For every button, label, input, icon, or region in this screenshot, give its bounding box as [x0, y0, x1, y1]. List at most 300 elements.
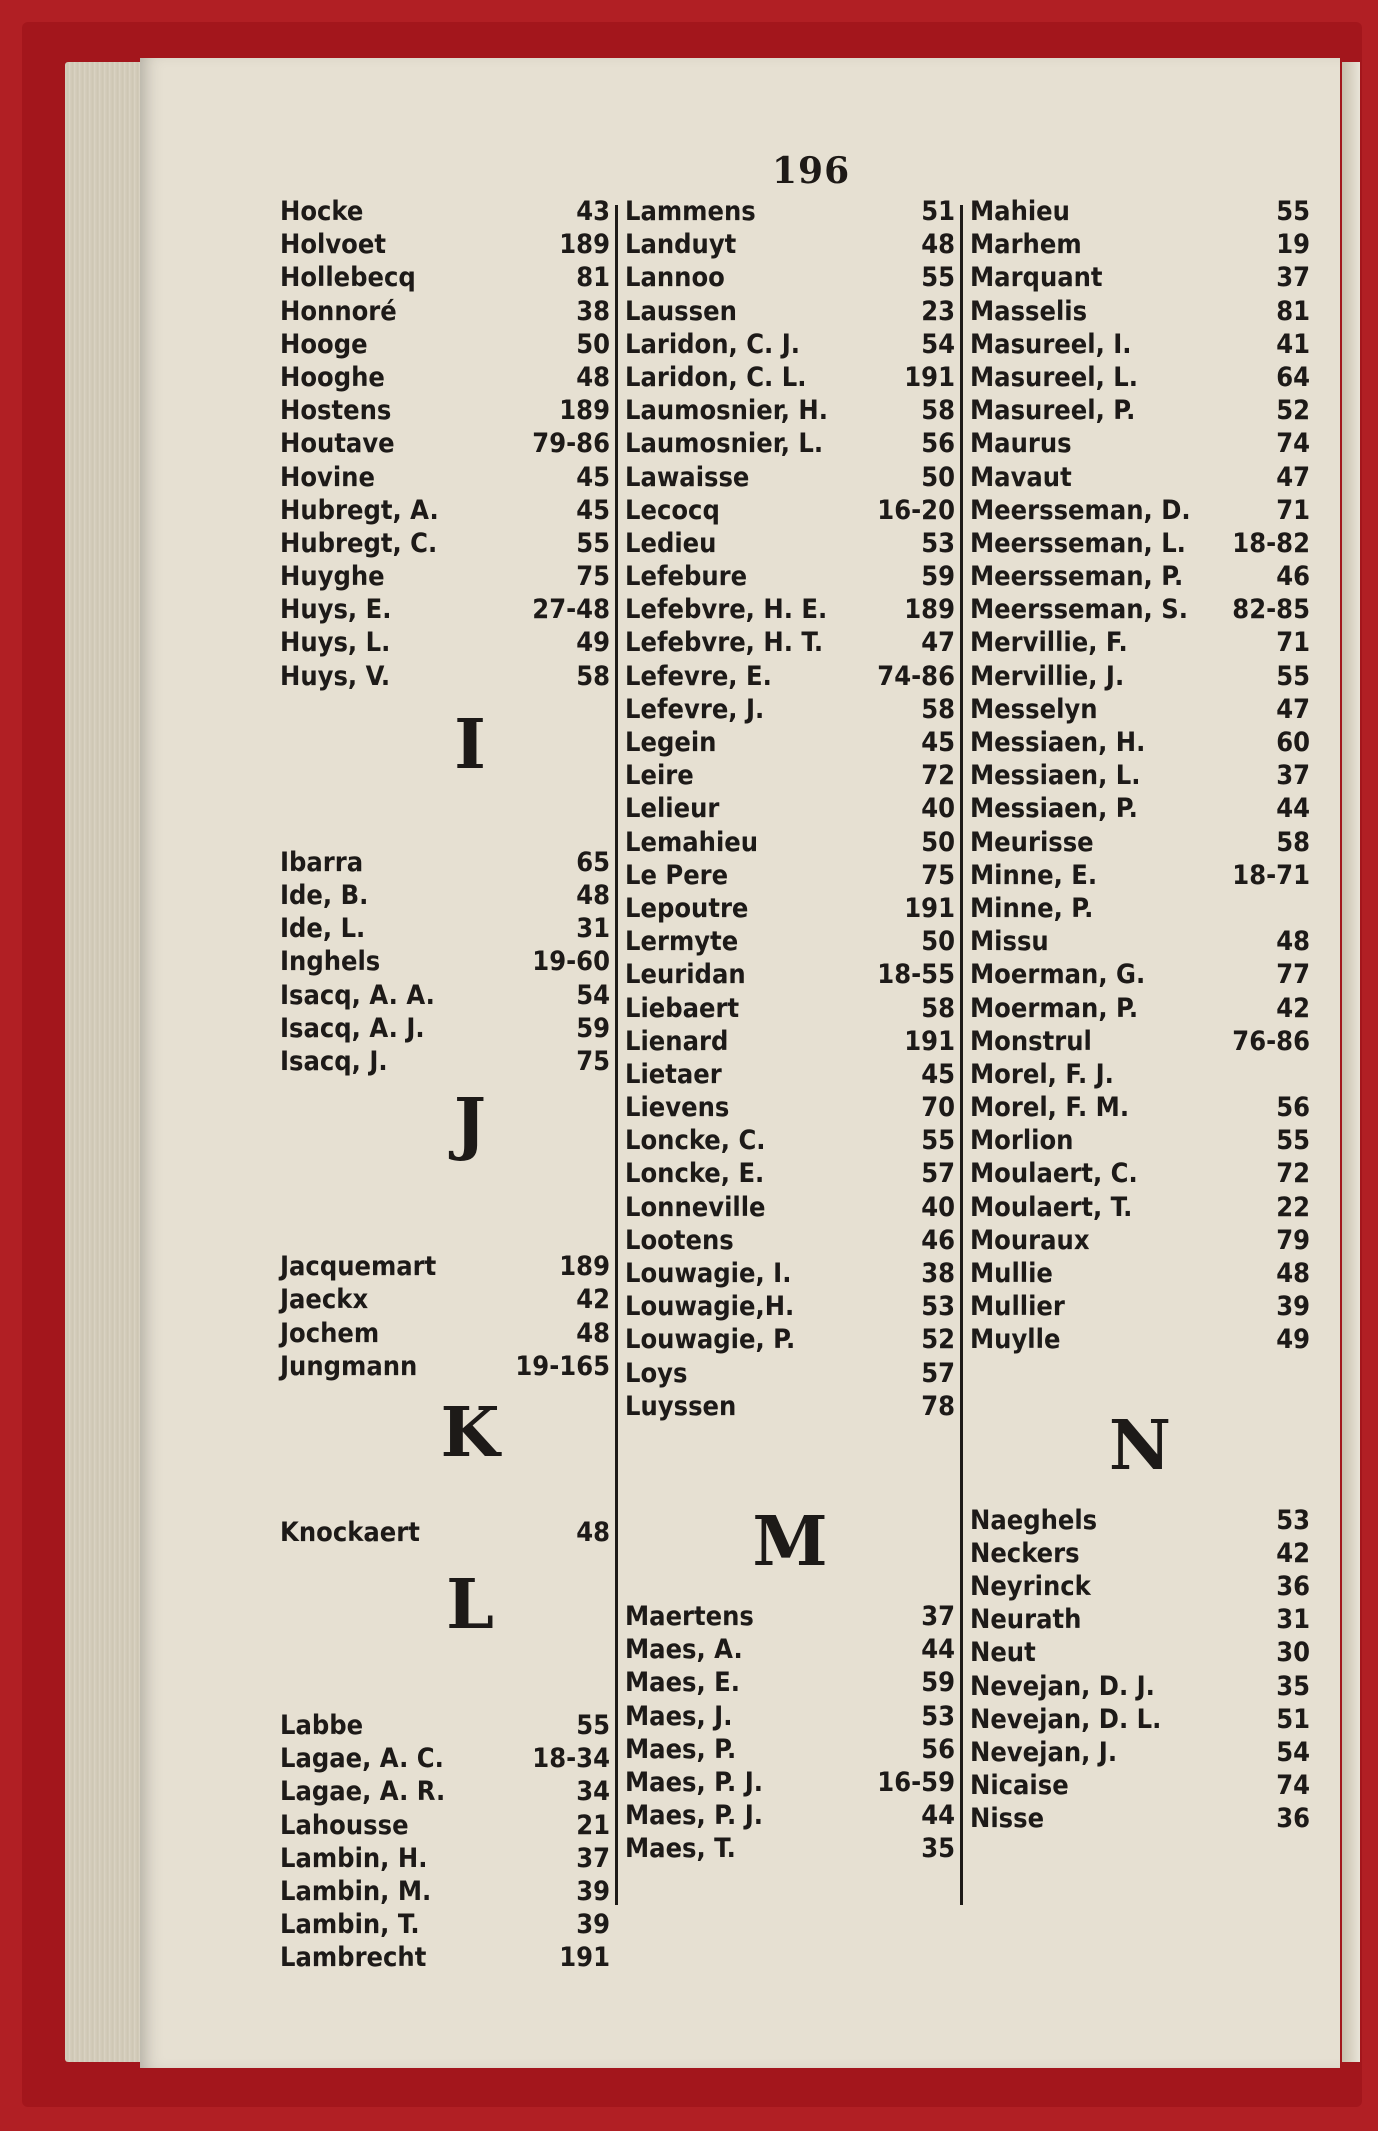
index-entry — [280, 494, 610, 527]
column-divider — [615, 205, 618, 1905]
entry-pages: 57 — [921, 1158, 955, 1190]
index-entry — [970, 1290, 1310, 1323]
entry-name: Meersseman, P. — [970, 561, 1184, 593]
index-entry — [625, 1390, 955, 1423]
section-letter: M — [752, 1501, 828, 1582]
entry-pages: 59 — [921, 561, 955, 593]
entry-name: Lammens — [625, 196, 756, 227]
entry-pages: 59 — [921, 1667, 955, 1699]
entry-name: Messiaen, L. — [970, 760, 1141, 792]
index-entry — [625, 792, 955, 825]
entry-pages: 55 — [921, 1125, 955, 1157]
entry-name: Neurath — [970, 1604, 1082, 1636]
entry-name: Moulaert, C. — [970, 1158, 1138, 1190]
index-entry — [970, 394, 1310, 427]
entry-pages: 45 — [576, 461, 610, 493]
entry-pages: 46 — [921, 1224, 955, 1256]
entry-pages: 55 — [576, 527, 610, 559]
entry-pages: 54 — [921, 328, 955, 360]
entry-name: Meurisse — [970, 826, 1094, 858]
index-entry — [970, 1570, 1310, 1603]
entry-pages: 16-59 — [877, 1766, 955, 1798]
index-entry — [970, 1537, 1310, 1570]
entry-pages: 48 — [576, 1317, 610, 1349]
index-entry — [280, 1941, 610, 1974]
entry-name: Morel, F. M. — [970, 1092, 1130, 1124]
index-entry — [625, 560, 955, 593]
entry-name: Neckers — [970, 1537, 1080, 1569]
index-entry — [970, 461, 1310, 494]
index-column-2 — [625, 195, 955, 1865]
entry-pages: 27-48 — [532, 594, 610, 626]
entry-pages: 71 — [1276, 494, 1310, 526]
index-entry — [970, 1058, 1310, 1091]
section-letter: N — [1108, 1405, 1172, 1486]
index-entry — [625, 1224, 955, 1257]
entry-pages: 49 — [1276, 1324, 1310, 1356]
index-entry — [625, 726, 955, 759]
index-entry — [280, 228, 610, 261]
entry-name: Maes, P. — [625, 1733, 737, 1765]
entry-name: Labbe — [280, 1710, 364, 1742]
index-entry — [625, 859, 955, 892]
entry-pages: 43 — [576, 196, 610, 227]
index-entry — [280, 261, 610, 294]
entry-pages: 74 — [1276, 1770, 1310, 1802]
entry-pages: 19 — [1276, 229, 1310, 261]
entry-name: Messiaen, P. — [970, 793, 1138, 825]
entry-pages: 34 — [576, 1776, 610, 1808]
entry-name: Inghels — [280, 946, 381, 978]
entry-pages: 189 — [559, 1251, 610, 1283]
entry-pages: 189 — [559, 229, 610, 261]
entry-pages: 51 — [921, 196, 955, 227]
entry-name: Morel, F. J. — [970, 1058, 1114, 1090]
entry-name: Isacq, A. J. — [280, 1012, 425, 1044]
entry-name: Meersseman, S. — [970, 594, 1188, 626]
entry-pages: 55 — [1276, 1125, 1310, 1157]
index-entry — [280, 979, 610, 1012]
entry-name: Ledieu — [625, 527, 717, 559]
entry-name: Holvoet — [280, 229, 386, 261]
entry-pages: 71 — [1276, 627, 1310, 659]
entry-pages: 56 — [921, 1733, 955, 1765]
entry-name: Lagae, A. C. — [280, 1743, 444, 1775]
entry-pages: 48 — [1276, 1258, 1310, 1289]
index-entry — [970, 527, 1310, 560]
entry-pages: 39 — [1276, 1291, 1310, 1323]
index-entry — [970, 1191, 1310, 1224]
entry-name: Luyssen — [625, 1390, 737, 1422]
entry-pages: 59 — [576, 1012, 610, 1044]
entry-pages: 79-86 — [532, 428, 610, 460]
entry-pages: 40 — [921, 1191, 955, 1223]
entry-name: Lambin, H. — [280, 1842, 428, 1874]
entry-name: Mullier — [970, 1291, 1065, 1323]
entry-pages: 64 — [1276, 361, 1310, 393]
index-entry — [970, 1323, 1310, 1356]
entry-pages: 55 — [576, 1710, 610, 1742]
entry-name: Mullie — [970, 1258, 1053, 1289]
index-entry — [625, 195, 955, 228]
index-entry — [280, 846, 610, 879]
entry-pages: 72 — [921, 760, 955, 792]
index-entry — [625, 660, 955, 693]
index-entry — [625, 1600, 955, 1633]
entry-pages: 75 — [576, 561, 610, 593]
entry-pages: 45 — [921, 727, 955, 758]
section-letter: L — [446, 1565, 494, 1646]
entry-pages: 54 — [576, 979, 610, 1011]
entry-name: Meersseman, D. — [970, 494, 1191, 526]
entry-name: Lonneville — [625, 1191, 766, 1223]
entry-pages: 55 — [1276, 660, 1310, 692]
index-entry — [280, 1012, 610, 1045]
entry-name: Lepoutre — [625, 892, 749, 924]
entry-name: Le Pere — [625, 859, 729, 891]
entry-name: Lambrecht — [280, 1942, 427, 1974]
entry-name: Lootens — [625, 1224, 734, 1256]
index-entry — [970, 859, 1310, 892]
index-entry — [280, 1809, 610, 1842]
entry-pages: 46 — [1276, 561, 1310, 593]
entry-name: Hubregt, A. — [280, 494, 439, 526]
index-entry — [625, 1091, 955, 1124]
entry-pages: 58 — [921, 693, 955, 725]
entry-name: Messiaen, H. — [970, 727, 1146, 758]
index-entry — [625, 1257, 955, 1290]
index-entry — [625, 1191, 955, 1224]
entry-name: Hovine — [280, 461, 375, 493]
entry-name: Huys, L. — [280, 627, 391, 659]
entry-pages: 70 — [921, 1092, 955, 1124]
entry-name: Leire — [625, 760, 694, 792]
entry-name: Louwagie, I. — [625, 1258, 792, 1289]
entry-name: Lecocq — [625, 494, 720, 526]
entry-name: Louwagie, P. — [625, 1324, 796, 1356]
entry-name: Laussen — [625, 295, 737, 327]
entry-name: Lemahieu — [625, 826, 759, 858]
entry-pages: 30 — [1276, 1637, 1310, 1669]
entry-pages: 50 — [921, 926, 955, 958]
index-entry — [280, 879, 610, 912]
entry-name: Lelieur — [625, 793, 720, 825]
entry-pages: 49 — [576, 627, 610, 659]
index-entry — [280, 328, 610, 361]
right-gutter — [1342, 62, 1360, 2062]
index-entry — [970, 693, 1310, 726]
index-column-1 — [280, 195, 610, 1975]
entry-name: Lawaisse — [625, 461, 750, 493]
index-entry — [970, 1636, 1310, 1669]
entry-name: Maes, E. — [625, 1667, 741, 1699]
index-entry — [280, 1842, 610, 1875]
entry-pages: 45 — [576, 494, 610, 526]
entry-pages: 18-82 — [1232, 527, 1310, 559]
index-entry — [970, 1224, 1310, 1257]
index-entry — [625, 261, 955, 294]
entry-pages: 40 — [921, 793, 955, 825]
entry-pages: 37 — [1276, 262, 1310, 294]
index-entry — [970, 1736, 1310, 1769]
entry-pages: 60 — [1276, 727, 1310, 758]
index-entry — [970, 925, 1310, 958]
index-entry — [280, 1045, 610, 1078]
entry-pages: 72 — [1276, 1158, 1310, 1190]
entry-name: Ide, L. — [280, 913, 366, 945]
index-entry — [625, 228, 955, 261]
entry-pages: 22 — [1276, 1191, 1310, 1223]
entry-name: Liebaert — [625, 992, 740, 1024]
entry-pages: 37 — [576, 1842, 610, 1874]
entry-pages: 191 — [904, 1025, 955, 1057]
index-entry — [970, 660, 1310, 693]
entry-name: Mavaut — [970, 461, 1072, 493]
entry-name: Huys, V. — [280, 660, 391, 692]
entry-name: Masselis — [970, 295, 1088, 327]
entry-pages: 18-34 — [532, 1743, 610, 1775]
index-entry — [625, 1157, 955, 1190]
entry-name: Mouraux — [970, 1224, 1090, 1256]
index-entry — [625, 593, 955, 626]
entry-name: Messelyn — [970, 693, 1098, 725]
entry-name: Nisse — [970, 1803, 1045, 1835]
entry-name: Maes, P. J. — [625, 1800, 763, 1832]
entry-name: Ide, B. — [280, 880, 369, 911]
index-entry — [625, 361, 955, 394]
entry-pages: 55 — [1276, 196, 1310, 227]
index-entry — [970, 195, 1310, 228]
entry-name: Hollebecq — [280, 262, 416, 294]
entry-name: Maes, J. — [625, 1700, 733, 1732]
entry-pages: 44 — [1276, 793, 1310, 825]
index-entry — [280, 660, 610, 693]
entry-pages: 53 — [1276, 1504, 1310, 1536]
index-entry — [625, 394, 955, 427]
entry-pages: 48 — [576, 1516, 610, 1548]
entry-pages: 55 — [921, 262, 955, 294]
index-entry — [970, 560, 1310, 593]
entry-pages: 31 — [1276, 1604, 1310, 1636]
index-entry — [280, 1908, 610, 1941]
index-entry — [280, 295, 610, 328]
entry-name: Nicaise — [970, 1770, 1069, 1802]
index-entry — [970, 826, 1310, 859]
entry-pages: 35 — [921, 1833, 955, 1865]
entry-pages: 47 — [1276, 461, 1310, 493]
entry-pages: 191 — [904, 892, 955, 924]
entry-name: Laumosnier, H. — [625, 395, 828, 427]
entry-pages: 77 — [1276, 959, 1310, 991]
entry-name: Isacq, J. — [280, 1045, 388, 1077]
entry-pages: 82-85 — [1232, 594, 1310, 626]
entry-pages: 58 — [921, 395, 955, 427]
index-entry — [280, 1709, 610, 1742]
entry-pages: 42 — [1276, 1537, 1310, 1569]
index-entry — [970, 892, 1310, 925]
entry-name: Hooge — [280, 328, 368, 360]
index-entry — [625, 1666, 955, 1699]
index-entry — [970, 1769, 1310, 1802]
entry-name: Monstrul — [970, 1025, 1092, 1057]
entry-name: Minne, P. — [970, 892, 1094, 924]
entry-name: Laumosnier, L. — [625, 428, 824, 460]
index-entry — [625, 295, 955, 328]
entry-pages: 39 — [576, 1909, 610, 1941]
index-entry — [970, 1802, 1310, 1835]
index-entry — [625, 1290, 955, 1323]
entry-pages: 42 — [1276, 992, 1310, 1024]
entry-name: Ibarra — [280, 846, 364, 878]
entry-pages: 47 — [1276, 693, 1310, 725]
index-entry — [625, 1025, 955, 1058]
entry-pages: 52 — [921, 1324, 955, 1356]
entry-pages: 23 — [921, 295, 955, 327]
entry-name: Lahousse — [280, 1809, 409, 1841]
entry-pages: 18-55 — [877, 959, 955, 991]
entry-pages: 39 — [576, 1876, 610, 1907]
index-entry — [970, 792, 1310, 825]
index-entry — [280, 1742, 610, 1775]
entry-pages: 16-20 — [877, 494, 955, 526]
entry-pages: 19-60 — [532, 946, 610, 978]
entry-pages: 48 — [1276, 926, 1310, 958]
entry-name: Leuridan — [625, 959, 746, 991]
index-entry — [970, 759, 1310, 792]
entry-name: Jungmann — [280, 1350, 418, 1382]
entry-name: Mahieu — [970, 196, 1070, 227]
index-entry — [970, 958, 1310, 991]
index-entry — [625, 958, 955, 991]
entry-pages: 37 — [921, 1600, 955, 1632]
entry-name: Moulaert, T. — [970, 1191, 1133, 1223]
index-entry — [625, 1633, 955, 1666]
index-entry — [970, 261, 1310, 294]
index-entry — [970, 626, 1310, 659]
entry-name: Knockaert — [280, 1516, 420, 1548]
index-entry — [970, 726, 1310, 759]
entry-name: Lannoo — [625, 262, 725, 294]
entry-name: Missu — [970, 926, 1049, 958]
entry-pages: 58 — [1276, 826, 1310, 858]
index-entry — [625, 527, 955, 560]
entry-pages: 58 — [921, 992, 955, 1024]
entry-pages: 189 — [904, 594, 955, 626]
entry-name: Lefebvre, H. E. — [625, 594, 828, 626]
entry-pages: 45 — [921, 1058, 955, 1090]
entry-pages: 191 — [904, 361, 955, 393]
entry-pages: 51 — [1276, 1703, 1310, 1735]
index-entry — [970, 361, 1310, 394]
entry-pages: 21 — [576, 1809, 610, 1841]
entry-name: Hubregt, C. — [280, 527, 438, 559]
entry-pages: 189 — [559, 395, 610, 427]
entry-name: Marhem — [970, 229, 1082, 261]
entry-name: Hocke — [280, 196, 364, 227]
index-entry — [280, 527, 610, 560]
entry-name: Landuyt — [625, 229, 737, 261]
index-entry — [280, 1516, 610, 1549]
entry-name: Houtave — [280, 428, 395, 460]
index-entry — [970, 992, 1310, 1025]
entry-name: Lagae, A. R. — [280, 1776, 446, 1808]
entry-pages: 38 — [921, 1258, 955, 1289]
index-entry — [625, 1799, 955, 1832]
entry-pages: 37 — [1276, 760, 1310, 792]
entry-pages: 56 — [1276, 1092, 1310, 1124]
entry-name: Maertens — [625, 1600, 754, 1632]
entry-name: Laridon, C. J. — [625, 328, 800, 360]
entry-pages: 48 — [576, 880, 610, 911]
entry-name: Hostens — [280, 395, 392, 427]
index-entry — [625, 826, 955, 859]
index-entry — [970, 1703, 1310, 1736]
spacer — [625, 1423, 955, 1453]
index-entry — [280, 626, 610, 659]
index-entry — [970, 1025, 1310, 1058]
entry-name: Maurus — [970, 428, 1072, 460]
entry-name: Nevejan, D. L. — [970, 1703, 1162, 1735]
index-entry — [625, 693, 955, 726]
entry-pages: 18-71 — [1232, 859, 1310, 891]
index-entry — [280, 461, 610, 494]
index-entry — [625, 427, 955, 460]
index-entry — [625, 1832, 955, 1865]
index-entry — [625, 1124, 955, 1157]
index-entry — [970, 593, 1310, 626]
entry-name: Louwagie,H. — [625, 1291, 795, 1323]
entry-name: Legein — [625, 727, 717, 758]
index-entry — [625, 328, 955, 361]
index-entry — [280, 912, 610, 945]
section-letter: J — [453, 1084, 487, 1165]
entry-pages: 54 — [1276, 1736, 1310, 1768]
index-entry — [625, 759, 955, 792]
index-entry — [280, 1350, 610, 1383]
entry-pages: 48 — [576, 361, 610, 393]
entry-name: Huys, E. — [280, 594, 392, 626]
entry-name: Moerman, P. — [970, 992, 1139, 1024]
entry-name: Lietaer — [625, 1058, 722, 1090]
index-entry — [625, 1766, 955, 1799]
index-entry — [970, 228, 1310, 261]
entry-name: Neut — [970, 1637, 1036, 1669]
index-entry — [280, 1283, 610, 1316]
entry-name: Lievens — [625, 1092, 730, 1124]
entry-pages: 42 — [576, 1284, 610, 1316]
entry-pages: 44 — [921, 1634, 955, 1666]
index-entry — [625, 1700, 955, 1733]
index-entry — [280, 195, 610, 228]
index-entry — [625, 892, 955, 925]
entry-pages: 53 — [921, 1700, 955, 1732]
entry-pages: 50 — [921, 826, 955, 858]
entry-name: Masureel, L. — [970, 361, 1138, 393]
entry-pages: 81 — [1276, 295, 1310, 327]
entry-pages: 57 — [921, 1357, 955, 1389]
index-entry — [280, 361, 610, 394]
entry-pages: 35 — [1276, 1670, 1310, 1702]
entry-pages: 191 — [559, 1942, 610, 1974]
entry-pages: 81 — [576, 262, 610, 294]
entry-pages: 78 — [921, 1390, 955, 1422]
index-entry — [625, 626, 955, 659]
entry-name: Lefevre, E. — [625, 660, 772, 692]
entry-pages: 58 — [576, 660, 610, 692]
entry-pages: 19-165 — [515, 1350, 610, 1382]
entry-name: Hooghe — [280, 361, 385, 393]
entry-pages: 79 — [1276, 1224, 1310, 1256]
